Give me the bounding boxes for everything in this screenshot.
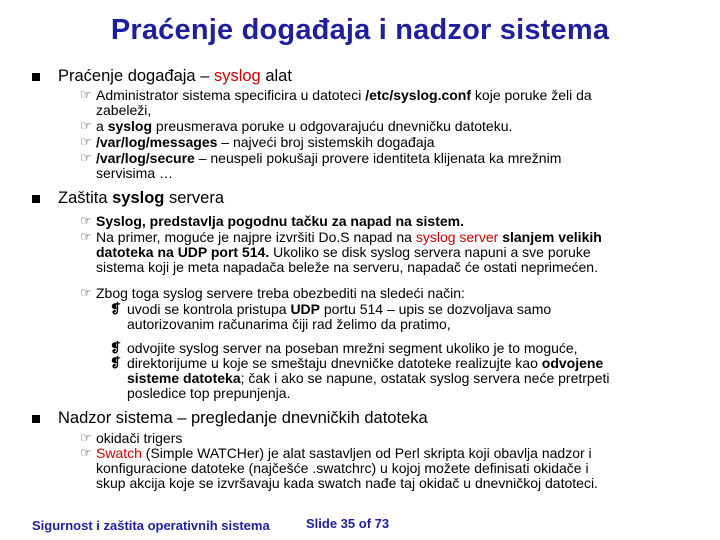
highlight-term: syslog server — [415, 229, 499, 245]
bold-term: /etc/syslog.conf — [365, 87, 472, 103]
section-heading — [58, 190, 224, 207]
bullet-line — [127, 302, 551, 316]
text-run: (Simple WATCHer) je alat sastavljen od Perl skripta koji obavlja nadzor i — [141, 445, 592, 461]
book-icon: ❡ — [110, 340, 121, 355]
bullet-line — [96, 88, 592, 102]
text-run: Zaštita — [58, 189, 113, 207]
pointing-hand-icon: ☞ — [80, 213, 92, 228]
text-run: a — [96, 118, 108, 134]
text-run: autorizovanim računarima čiji rad želimo da pratimo, — [127, 316, 451, 332]
text-run: preusmerava poruke u odgovarajuću dnevničku datoteku. — [152, 118, 513, 134]
text-run: posledice top prepunjenja. — [127, 385, 291, 401]
text-run: Na primer, moguće je najpre izvršiti Do.S napad na — [96, 229, 416, 245]
text-run: uvodi se kontrola pristupa — [127, 301, 291, 317]
text-run: skup akcija koje se izvršavaju kada swatch nađe taj okidač u dnevničkoj datoteci. — [96, 475, 598, 491]
bold-term: UDP — [290, 301, 320, 317]
bullet-line — [96, 230, 602, 244]
square-bullet-icon — [32, 73, 40, 81]
pointing-hand-icon: ☞ — [80, 430, 92, 445]
bold-term: Syslog, predstavlja pogodnu tačku za napad na sistem. — [96, 213, 464, 229]
bullet-line — [96, 151, 561, 165]
text-run: ; čak i ako se napune, ostatak syslog servera neće pretrpeti — [240, 370, 610, 386]
text-run: – najveći broj sistemskih događaja — [217, 134, 435, 150]
bullet-line — [96, 286, 465, 300]
text-run: direktorijume u koje se smeštaju dnevničke datoteke realizujte kao — [127, 355, 542, 371]
text-run: servera — [164, 189, 224, 207]
text-run: – neuspeli pokušaji provere identiteta klijenata ka mrežnim — [194, 150, 562, 166]
bullet-line — [96, 166, 173, 180]
text-run: Ukoliko se disk syslog servera napuni a sve poruke — [269, 244, 591, 260]
bullet-line — [96, 245, 591, 259]
bullet-line — [96, 103, 151, 117]
text-run: alat — [260, 67, 292, 85]
bold-term: syslog — [112, 189, 165, 207]
text-run: odvojite syslog server na poseban mrežni segment ukoliko je to moguće, — [127, 340, 578, 356]
text-run: portu 514 – upis se dozvoljava samo — [320, 301, 552, 317]
bold-term: syslog — [107, 118, 153, 134]
bold-term: odvojene — [541, 355, 604, 371]
text-run: Administrator sistema specificira u datoteci — [96, 87, 366, 103]
pointing-hand-icon: ☞ — [80, 150, 92, 165]
bold-term: datoteka na UDP port 514. — [96, 244, 270, 260]
bullet-line — [96, 260, 598, 274]
text-run: sistema koji je meta napadača beleže na serveru, napadač će ostati neprimećen. — [96, 259, 598, 275]
text-run: Praćenje događaja – — [58, 67, 214, 85]
bold-term: /var/log/secure — [96, 150, 195, 166]
bullet-line — [127, 317, 451, 331]
slide-title: Praćenje događaja i nadzor sistema — [110, 14, 610, 46]
bullet-line — [96, 446, 592, 460]
section-heading — [58, 410, 428, 427]
bullet-line — [96, 135, 435, 149]
bullet-line — [127, 356, 603, 370]
footer-slide-number: Slide 35 of 73 — [306, 516, 390, 531]
text-run: Nadzor sistema – pregledanje dnevničkih datoteka — [58, 409, 428, 427]
bullet-line — [96, 431, 182, 445]
bullet-line — [96, 461, 589, 475]
pointing-hand-icon: ☞ — [80, 285, 92, 300]
square-bullet-icon — [32, 415, 40, 423]
pointing-hand-icon: ☞ — [80, 134, 92, 149]
text-run: servisima … — [96, 165, 174, 181]
text-run: konfiguracione datoteke (najčešće .swatchrc) u kojoj možete definisati okidače i — [96, 460, 589, 476]
bold-term: /var/log/messages — [96, 134, 218, 150]
pointing-hand-icon: ☞ — [80, 445, 92, 460]
bullet-line — [96, 119, 512, 133]
pointing-hand-icon: ☞ — [80, 87, 92, 102]
bullet-line — [96, 214, 464, 228]
bullet-line — [127, 341, 578, 355]
bold-term: slanjem velikih — [502, 229, 602, 245]
bullet-line — [127, 371, 609, 385]
pointing-hand-icon: ☞ — [80, 229, 92, 244]
text-run: zabeleži, — [96, 102, 152, 118]
book-icon: ❡ — [110, 355, 121, 370]
pointing-hand-icon: ☞ — [80, 118, 92, 133]
section-heading — [58, 68, 292, 85]
highlight-term: Swatch — [96, 445, 142, 461]
book-icon: ❡ — [110, 301, 121, 316]
bold-term: sisteme datoteka — [127, 370, 241, 386]
bullet-line — [96, 476, 598, 490]
text-run: Zbog toga syslog servere treba obezbediti na sledeći način: — [96, 285, 465, 301]
text-run: okidači trigers — [96, 430, 183, 446]
square-bullet-icon — [32, 195, 40, 203]
bullet-line — [127, 386, 290, 400]
footer-course-title: Sigurnost i zaštita operativnih sistema — [32, 518, 270, 533]
text-run: koje poruke želi da — [471, 87, 592, 103]
highlight-term: syslog — [213, 67, 261, 85]
